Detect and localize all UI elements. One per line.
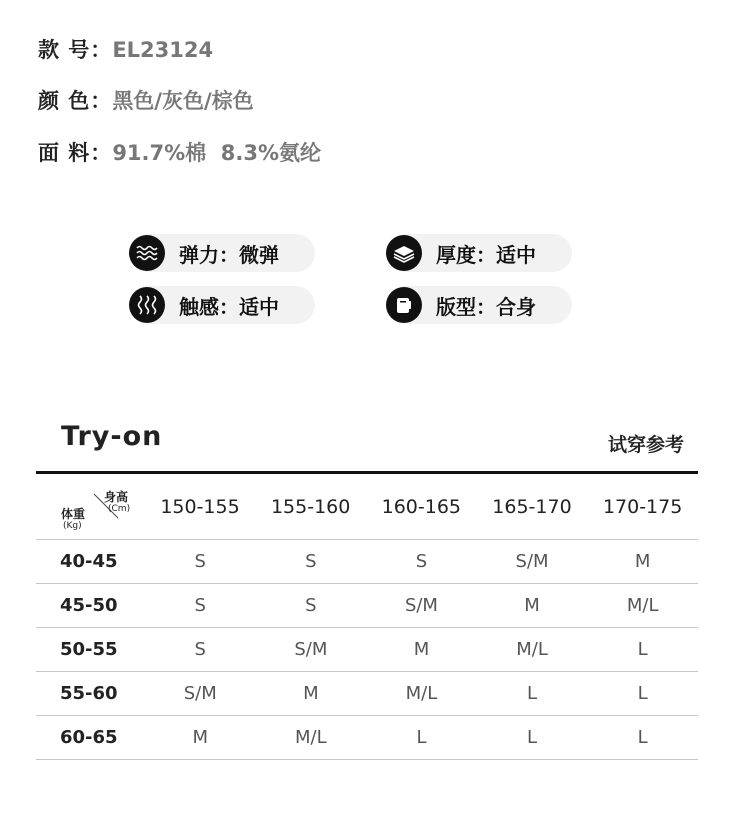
weight-range-cell: 45-50 (60, 595, 118, 616)
size-cell: S (194, 639, 206, 660)
style-number-label: 款 号： (38, 38, 113, 62)
tryon-reference-label: 试穿参考 (607, 434, 684, 456)
fabric-row (38, 137, 321, 167)
size-cell: S (194, 595, 206, 616)
column-header: 170-175 (602, 495, 683, 518)
thickness-text: 厚度：适中 (436, 242, 536, 267)
style-number-row (38, 34, 213, 64)
touch-lines-icon (129, 287, 165, 323)
size-cell: L (637, 683, 648, 704)
size-cell: L (527, 727, 538, 748)
weight-unit: (Kg) (63, 521, 82, 531)
height-label: 身高 (104, 490, 129, 504)
fit-text: 版型：合身 (436, 294, 536, 319)
table-corner-cell (36, 474, 145, 539)
size-cell: S/M (515, 551, 549, 572)
size-cell: S/M (404, 595, 438, 616)
size-cell: M (413, 639, 430, 660)
weight-range-cell: 50-55 (60, 639, 118, 660)
size-cell: L (416, 727, 427, 748)
size-cell: S (194, 551, 206, 572)
elasticity-text: 弹力：微弹 (179, 242, 279, 267)
touch-badge (129, 286, 315, 324)
fabric-value: 91.7%棉 8.3%氨纶 (112, 141, 322, 165)
size-cell: M (303, 683, 319, 704)
size-cell: M (524, 595, 540, 616)
column-header: 160-165 (381, 495, 462, 518)
height-unit: (Cm) (108, 504, 131, 514)
weight-range-cell: 60-65 (60, 727, 118, 748)
size-cell: M (192, 727, 208, 748)
size-cell: L (637, 639, 648, 660)
column-header: 150-155 (160, 495, 240, 518)
size-cell: S (305, 595, 317, 616)
size-cell: M/L (295, 727, 327, 748)
elastic-wave-icon (129, 235, 165, 271)
size-cell: L (637, 727, 648, 748)
size-cell: M/L (516, 639, 548, 660)
size-cell: M/L (405, 683, 438, 704)
column-header: 165-170 (492, 495, 572, 518)
size-cell: L (527, 683, 538, 704)
fabric-label: 面 料： (38, 141, 113, 165)
size-cell: S (305, 551, 317, 572)
table-header-row (36, 474, 698, 540)
garment-fit-icon (386, 287, 422, 323)
table-row (36, 716, 698, 760)
size-cell: S/M (183, 683, 217, 704)
weight-label: 体重 (61, 507, 86, 521)
size-cell: M (634, 551, 651, 572)
size-table (36, 471, 698, 760)
style-number-value: EL23124 (112, 38, 214, 62)
column-header: 155-160 (270, 495, 351, 518)
fit-badge (386, 286, 572, 324)
thickness-badge (386, 234, 572, 272)
table-row (36, 628, 698, 672)
weight-range-cell: 40-45 (60, 551, 118, 572)
color-value: 黑色/灰色/棕色 (112, 89, 254, 113)
color-row (38, 85, 254, 115)
table-row (36, 540, 698, 584)
size-cell: S (415, 551, 428, 572)
weight-range-cell: 55-60 (60, 683, 118, 704)
size-cell: S/M (294, 639, 328, 660)
table-row (36, 584, 698, 628)
layers-icon (386, 235, 422, 271)
color-label: 颜 色： (38, 89, 113, 113)
touch-text: 触感：适中 (179, 294, 279, 319)
elasticity-badge (129, 234, 315, 272)
table-row (36, 672, 698, 716)
tryon-title: Try-on (61, 421, 163, 452)
size-cell: M/L (626, 595, 659, 616)
